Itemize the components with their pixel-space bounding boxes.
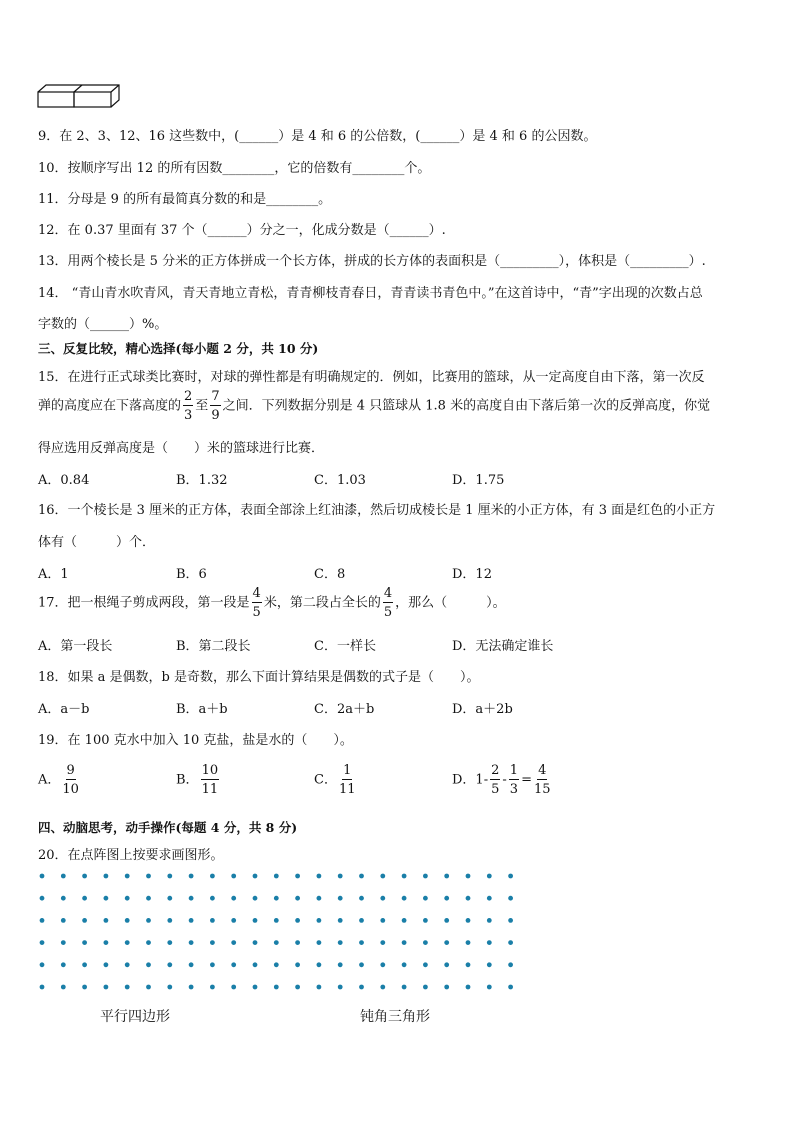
answer-blank[interactable]: ______: [239, 129, 279, 144]
grid-dot[interactable]: [423, 874, 428, 879]
grid-dot[interactable]: [402, 940, 407, 945]
grid-dot[interactable]: [40, 985, 45, 990]
grid-dot[interactable]: [189, 940, 194, 945]
question-10: 10．按顺序写出 12 的所有因数________，它的倍数有________个。: [38, 161, 431, 176]
grid-dot[interactable]: [167, 874, 172, 879]
grid-dot[interactable]: [295, 918, 300, 923]
grid-dot[interactable]: [231, 985, 236, 990]
question-18: 18．如果 a 是偶数，b 是奇数，那么下面计算结果是偶数的式子是（ ）。: [38, 670, 480, 685]
grid-dot[interactable]: [338, 896, 343, 901]
question-14-line1: 14． “青山青水吹青风，青天青地立青松，青青柳枝青春日，青青读书青色中。”在这首诗中，“青”字出现的次数占总: [38, 286, 703, 301]
question-15-line3: 得应选用反弹高度是（ ）米的篮球进行比赛．: [38, 441, 325, 456]
grid-dot[interactable]: [253, 940, 258, 945]
grid-dot[interactable]: [61, 874, 66, 879]
option-a[interactable]: A． $\frac{9}{10}$: [38, 763, 79, 797]
grid-dot[interactable]: [295, 896, 300, 901]
grid-dot[interactable]: [508, 985, 513, 990]
grid-dot[interactable]: [466, 985, 471, 990]
grid-dot[interactable]: [253, 874, 258, 879]
option-d[interactable]: D．无法确定谁长: [452, 639, 554, 654]
fraction: $\frac{4}{15}$: [533, 763, 551, 797]
grid-dot[interactable]: [423, 918, 428, 923]
grid-dot[interactable]: [210, 940, 215, 945]
label-parallelogram: 平行四边形: [100, 1009, 170, 1025]
grid-dot[interactable]: [210, 985, 215, 990]
grid-dot[interactable]: [104, 985, 109, 990]
grid-dot[interactable]: [61, 940, 66, 945]
grid-dot[interactable]: [189, 896, 194, 901]
grid-dot[interactable]: [146, 940, 151, 945]
grid-dot[interactable]: [508, 874, 513, 879]
grid-dot[interactable]: [146, 985, 151, 990]
answer-blank[interactable]: ______: [207, 223, 247, 238]
option-a[interactable]: A．第一段长: [38, 639, 113, 654]
grid-dot[interactable]: [167, 962, 172, 967]
grid-dot[interactable]: [466, 940, 471, 945]
grid-dot[interactable]: [380, 874, 385, 879]
grid-dot[interactable]: [338, 918, 343, 923]
grid-dot[interactable]: [444, 874, 449, 879]
grid-dot[interactable]: [125, 874, 130, 879]
grid-dot[interactable]: [380, 896, 385, 901]
grid-dot[interactable]: [61, 896, 66, 901]
grid-dot[interactable]: [40, 918, 45, 923]
option-d[interactable]: D．a＋2b: [452, 702, 513, 717]
question-13: 13．用两个棱长是 5 分米的正方体拼成一个长方体，拼成的长方体的表面积是（_________），体积是（_________）.: [38, 254, 706, 269]
grid-dot[interactable]: [231, 874, 236, 879]
grid-dot[interactable]: [466, 874, 471, 879]
grid-dot[interactable]: [508, 918, 513, 923]
question-19: 19．在 100 克水中加入 10 克盐，盐是水的（ ）。: [38, 733, 353, 748]
grid-dot[interactable]: [167, 985, 172, 990]
grid-dot[interactable]: [189, 918, 194, 923]
option-d[interactable]: D．12: [452, 567, 492, 582]
grid-dot[interactable]: [125, 985, 130, 990]
grid-dot[interactable]: [82, 940, 87, 945]
grid-dot[interactable]: [487, 874, 492, 879]
grid-dot[interactable]: [423, 940, 428, 945]
option-b[interactable]: B．1.32: [176, 473, 228, 488]
grid-dot[interactable]: [359, 896, 364, 901]
grid-dot[interactable]: [82, 896, 87, 901]
section-3-heading: 三、反复比较，精心选择(每小题 2 分，共 10 分): [38, 341, 319, 356]
fraction: $\frac{1}{11}$: [338, 763, 356, 797]
grid-dot[interactable]: [338, 940, 343, 945]
fraction: $\frac{4}{5}$: [383, 586, 393, 620]
grid-dot[interactable]: [359, 874, 364, 879]
grid-dot[interactable]: [317, 940, 322, 945]
grid-dot[interactable]: [338, 874, 343, 879]
option-d[interactable]: D．1.75: [452, 473, 505, 488]
answer-blank[interactable]: _________: [500, 254, 559, 269]
grid-dot[interactable]: [61, 985, 66, 990]
question-11: 11．分母是 9 的所有最简真分数的和是________。: [38, 192, 332, 207]
grid-dot[interactable]: [444, 896, 449, 901]
grid-dot[interactable]: [444, 985, 449, 990]
grid-dot[interactable]: [338, 962, 343, 967]
option-b[interactable]: B．a＋b: [176, 702, 228, 717]
grid-dot[interactable]: [487, 896, 492, 901]
grid-dot[interactable]: [146, 874, 151, 879]
grid-dot[interactable]: [508, 940, 513, 945]
grid-dot[interactable]: [423, 896, 428, 901]
grid-dot[interactable]: [125, 962, 130, 967]
grid-dot[interactable]: [380, 985, 385, 990]
grid-dot[interactable]: [508, 896, 513, 901]
option-c[interactable]: C． $\frac{1}{11}$: [314, 763, 356, 797]
grid-dot[interactable]: [104, 918, 109, 923]
option-c[interactable]: C．2a＋b: [314, 702, 375, 717]
section-4-heading: 四、动脑思考，动手操作(每题 4 分，共 8 分): [38, 820, 298, 835]
option-a[interactable]: A．a－b: [38, 702, 90, 717]
grid-dot[interactable]: [317, 985, 322, 990]
grid-dot[interactable]: [317, 896, 322, 901]
answer-blank[interactable]: ______: [90, 317, 130, 332]
option-b[interactable]: B．6: [176, 567, 207, 582]
grid-dot[interactable]: [466, 962, 471, 967]
fraction: $\frac{10}{11}$: [201, 763, 219, 797]
grid-dot[interactable]: [82, 918, 87, 923]
grid-dot[interactable]: [380, 940, 385, 945]
grid-dot[interactable]: [274, 985, 279, 990]
grid-dot[interactable]: [423, 962, 428, 967]
grid-dot[interactable]: [61, 918, 66, 923]
grid-dot[interactable]: [253, 918, 258, 923]
grid-dot[interactable]: [231, 918, 236, 923]
grid-dot[interactable]: [380, 962, 385, 967]
option-b[interactable]: B．第二段长: [176, 639, 251, 654]
grid-dot[interactable]: [231, 896, 236, 901]
grid-dot[interactable]: [253, 985, 258, 990]
grid-dot[interactable]: [317, 918, 322, 923]
grid-dot[interactable]: [295, 874, 300, 879]
grid-dot[interactable]: [466, 896, 471, 901]
answer-blank[interactable]: _________: [630, 254, 689, 269]
question-9: 9．在 2、3、12、16 这些数中，(______）是 4 和 6 的公倍数，(______）是 4 和 6 的公因数。: [38, 129, 597, 144]
grid-dot[interactable]: [317, 874, 322, 879]
grid-dot[interactable]: [423, 985, 428, 990]
question-14-line2: 字数的（______）%。: [38, 317, 168, 332]
fraction: $\frac{2}{3}$: [184, 389, 193, 423]
grid-dot[interactable]: [317, 962, 322, 967]
grid-dot[interactable]: [82, 874, 87, 879]
grid-dot[interactable]: [508, 962, 513, 967]
answer-blank[interactable]: ________: [222, 161, 275, 176]
grid-dot[interactable]: [104, 962, 109, 967]
grid-dot[interactable]: [189, 985, 194, 990]
grid-dot[interactable]: [253, 962, 258, 967]
fraction: $\frac{7}{9}$: [211, 389, 220, 423]
question-20: 20．在点阵图上按要求画图形。: [38, 848, 224, 863]
option-c[interactable]: C．一样长: [314, 639, 376, 654]
grid-dot[interactable]: [444, 940, 449, 945]
grid-dot[interactable]: [231, 940, 236, 945]
question-17: 17．把一根绳子剪成两段，第一段是 $\frac{4}{5}$ 米，第二段占全长的 $\frac{4}{5}$ ，那么（ ）。: [38, 586, 506, 620]
grid-dot[interactable]: [444, 918, 449, 923]
grid-dot[interactable]: [444, 962, 449, 967]
grid-dot[interactable]: [487, 918, 492, 923]
grid-dot[interactable]: [104, 896, 109, 901]
question-15-line2: 弹的高度应在下落高度的 $\frac{2}{3}$ 至 $\frac{7}{9}$ 之间．下列数据分别是 4 只篮球从 1.8 米的高度自由下落后第一次的反弹高度，你觉: [38, 389, 711, 423]
answer-blank[interactable]: ________: [352, 161, 405, 176]
question-16-line1: 16．一个棱长是 3 厘米的正方体，表面全部涂上红油漆，然后切成棱长是 1 厘米的小正方体，有 3 面是红色的小正方: [38, 503, 716, 518]
grid-dot[interactable]: [253, 896, 258, 901]
grid-dot[interactable]: [104, 874, 109, 879]
label-obtuse-triangle: 钝角三角形: [360, 1009, 430, 1025]
grid-dot[interactable]: [40, 962, 45, 967]
grid-dot[interactable]: [210, 874, 215, 879]
fraction: $\frac{4}{5}$: [252, 586, 261, 620]
grid-dot[interactable]: [359, 962, 364, 967]
grid-dot[interactable]: [167, 918, 172, 923]
grid-dot[interactable]: [210, 918, 215, 923]
grid-dot[interactable]: [167, 896, 172, 901]
option-c[interactable]: C．1.03: [314, 473, 366, 488]
grid-dot[interactable]: [274, 918, 279, 923]
grid-dot[interactable]: [274, 896, 279, 901]
option-c[interactable]: C．8: [314, 567, 346, 582]
grid-dot[interactable]: [359, 985, 364, 990]
grid-dot[interactable]: [402, 962, 407, 967]
grid-dot[interactable]: [125, 940, 130, 945]
option-d[interactable]: D．1- $\frac{2}{5}$ - $\frac{1}{3}$ = $\frac{4}{15}$: [452, 763, 551, 797]
fraction: $\frac{2}{5}$: [491, 763, 500, 797]
grid-dot[interactable]: [104, 940, 109, 945]
grid-dot[interactable]: [125, 918, 130, 923]
grid-dot[interactable]: [359, 918, 364, 923]
question-16-line2: 体有（ ）个．: [38, 535, 156, 550]
answer-blank[interactable]: ______: [389, 223, 429, 238]
question-12: 12．在 0.37 里面有 37 个（______）分之一，化成分数是（______）.: [38, 223, 446, 238]
fraction: $\frac{9}{10}$: [62, 763, 79, 797]
grid-dot[interactable]: [40, 940, 45, 945]
grid-dot[interactable]: [487, 962, 492, 967]
grid-dot[interactable]: [189, 874, 194, 879]
grid-dot[interactable]: [274, 874, 279, 879]
option-a[interactable]: A．0.84: [38, 473, 90, 488]
grid-dot[interactable]: [82, 985, 87, 990]
question-15-line1: 15．在进行正式球类比赛时，对球的弹性都是有明确规定的．例如，比赛用的篮球，从一定高度自由下落，第一次反: [38, 370, 705, 385]
grid-dot[interactable]: [61, 962, 66, 967]
grid-dot[interactable]: [402, 985, 407, 990]
grid-dot[interactable]: [167, 940, 172, 945]
grid-dot[interactable]: [380, 918, 385, 923]
grid-dot[interactable]: [487, 985, 492, 990]
grid-dot[interactable]: [40, 896, 45, 901]
grid-dot[interactable]: [274, 962, 279, 967]
grid-dot[interactable]: [210, 962, 215, 967]
grid-dot[interactable]: [40, 874, 45, 879]
grid-dot[interactable]: [402, 896, 407, 901]
grid-dot[interactable]: [146, 896, 151, 901]
grid-dot[interactable]: [402, 918, 407, 923]
grid-dot[interactable]: [466, 918, 471, 923]
grid-dot[interactable]: [231, 962, 236, 967]
grid-dot[interactable]: [295, 940, 300, 945]
grid-dot[interactable]: [189, 962, 194, 967]
answer-blank[interactable]: ______: [420, 129, 460, 144]
grid-dot[interactable]: [402, 874, 407, 879]
fraction: $\frac{1}{3}$: [509, 763, 519, 797]
answer-blank[interactable]: ________: [266, 192, 319, 207]
grid-dot[interactable]: [338, 985, 343, 990]
grid-dot[interactable]: [295, 985, 300, 990]
grid-dot[interactable]: [295, 962, 300, 967]
grid-dot[interactable]: [146, 918, 151, 923]
option-a[interactable]: A．1: [38, 567, 69, 582]
grid-dot[interactable]: [487, 940, 492, 945]
grid-dot[interactable]: [125, 896, 130, 901]
grid-dot[interactable]: [82, 962, 87, 967]
option-b[interactable]: B． $\frac{10}{11}$: [176, 763, 219, 797]
grid-dot[interactable]: [359, 940, 364, 945]
grid-dot[interactable]: [210, 896, 215, 901]
grid-dot[interactable]: [146, 962, 151, 967]
grid-dot[interactable]: [274, 940, 279, 945]
